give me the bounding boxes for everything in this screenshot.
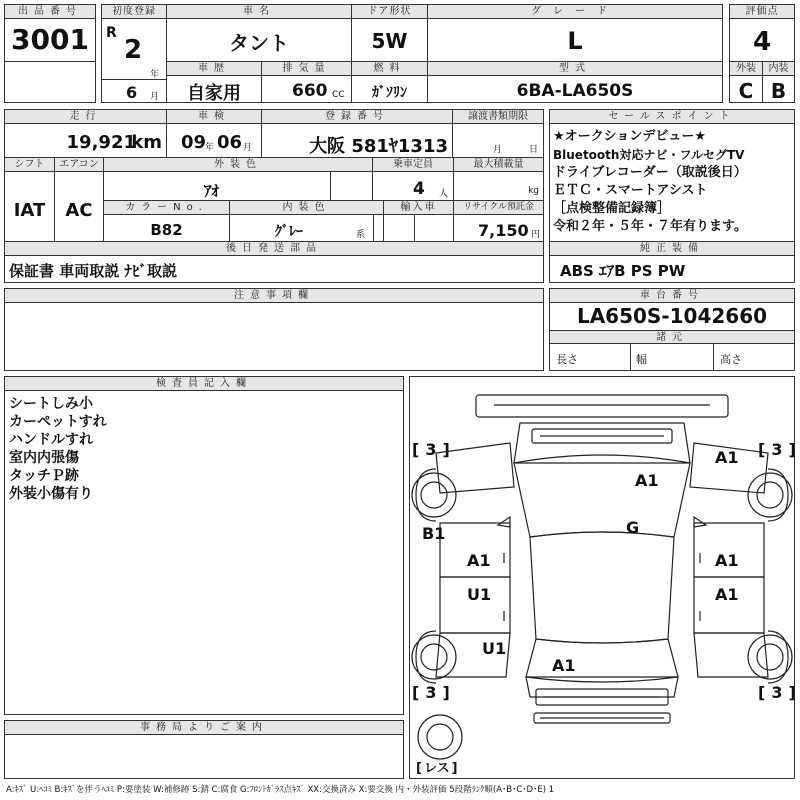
plate-box: [261, 109, 453, 158]
tire-rear-left-value: 3: [425, 683, 437, 702]
year-unit: 年: [150, 70, 160, 80]
inspection-box: [166, 109, 262, 158]
score: 4: [752, 27, 772, 57]
sales-point-line: ドライブレコーダー（取説後日）: [553, 165, 747, 180]
spare-tire-value: レス: [423, 761, 450, 776]
equipment-label: 純正装備: [550, 242, 794, 256]
interior-unit: 系: [356, 230, 366, 240]
office-box: [4, 720, 404, 779]
car-name-box: [166, 4, 352, 62]
displacement: 660: [292, 81, 328, 101]
chassis-label: 車台番号: [550, 289, 794, 303]
score-label: 評価点: [730, 5, 794, 19]
capacity-box: [372, 157, 454, 201]
capacity: 4: [413, 179, 425, 199]
load-unit: kg: [528, 186, 539, 196]
caution-box: [4, 288, 544, 371]
transfer-box: [452, 109, 544, 158]
damage-left-door-rear: U1: [467, 585, 492, 604]
damage-right-door-front: A1: [715, 551, 739, 570]
displacement-box: [261, 61, 352, 103]
spec-width: 幅: [636, 353, 647, 366]
displacement-label: 排気量: [262, 62, 351, 76]
transfer-month: 月: [493, 145, 503, 155]
lot-number: 3001: [11, 23, 89, 56]
fuel-box: [351, 61, 428, 103]
color-no-label: カラーNo.: [104, 201, 229, 215]
sales-point-label: セールスポイント: [550, 110, 794, 124]
color: ｱｵ: [204, 182, 220, 200]
car-name: タント: [229, 31, 289, 55]
color-label: 外装色: [104, 158, 372, 172]
inspector-box: [4, 376, 404, 715]
first-reg-label: 初度登録: [102, 5, 166, 19]
grade-box: [427, 4, 723, 62]
int-grade-box: [762, 61, 795, 103]
shift-box: [4, 157, 55, 242]
color-box: [103, 157, 373, 201]
sales-point-line: 令和２年・５年・７年有ります。: [553, 219, 747, 234]
later-parts-box: [4, 241, 544, 283]
tire-front-right: [ 3 ]: [758, 440, 796, 459]
mileage: 19,921: [66, 132, 136, 153]
shift-label: シフト: [5, 158, 54, 172]
ext-grade: C: [738, 79, 754, 103]
car-name-label: 車名: [167, 5, 351, 19]
import-label: 輸入車: [384, 201, 453, 215]
load-label: 最大積載量: [454, 158, 543, 172]
equipment: ABS ｴｱB PS PW: [560, 262, 686, 280]
reg-month: 6: [126, 83, 138, 102]
sales-point-line: ★オークションデビュー★: [553, 129, 707, 144]
inspector-line: シートしみ小: [9, 396, 93, 412]
spec-height: 高さ: [720, 353, 742, 366]
damage-left-front: B1: [422, 524, 446, 543]
spec-length: 長さ: [556, 353, 578, 366]
tire-rear-left: [ 3 ]: [412, 683, 450, 702]
inspector-line: カーペットすれ: [9, 414, 107, 430]
car-diagram: [410, 377, 794, 778]
chassis-box: [549, 288, 795, 371]
inspection-label: 車検: [167, 110, 261, 124]
plate-label: 登録番号: [262, 110, 452, 124]
interior-box: [229, 200, 384, 242]
tire-front-right-value: 3: [771, 440, 783, 459]
score-box: [729, 4, 795, 62]
sales-point-line: Bluetooth対応ナビ・フルセグTV: [553, 148, 745, 162]
caution-label: 注意事項欄: [5, 289, 543, 303]
recycle-unit: 円: [530, 230, 540, 240]
history-box: [166, 61, 262, 103]
chassis-number: LA650S-1042660: [576, 304, 768, 328]
later-parts: 保証書 車両取説 ﾅﾋﾞ取説: [9, 262, 177, 280]
interior: ｸﾞﾚｰ: [275, 224, 303, 240]
insp-month-unit: 月: [243, 143, 253, 153]
damage-right-door-rear: A1: [715, 585, 739, 604]
tire-rear-right: [ 3 ]: [758, 683, 796, 702]
damage-roof-rear: A1: [552, 656, 576, 675]
ext-grade-box: [729, 61, 763, 103]
inspector-line: 外装小傷有り: [9, 486, 93, 502]
door-label: ドア形状: [352, 5, 427, 19]
int-grade-label: 内装: [763, 62, 794, 76]
ext-grade-label: 外装: [730, 62, 762, 76]
capacity-unit: 人: [439, 189, 449, 199]
era: R: [106, 25, 117, 41]
damage-windshield: G: [626, 518, 640, 537]
model-label: 型式: [428, 62, 722, 76]
spare-tire: [ レス ]: [416, 761, 458, 776]
sales-point-lines: [553, 128, 747, 236]
specs-label: 諸元: [550, 330, 794, 344]
int-grade: B: [770, 79, 787, 103]
ac: AC: [65, 200, 93, 221]
displacement-unit: CC: [332, 90, 345, 100]
transfer-label: 譲渡書類期限: [453, 110, 543, 124]
inspector-line: 室内内張傷: [9, 450, 79, 466]
import-box: [383, 200, 454, 242]
legend: A:ｷｽﾞ U:ﾍｺﾐ B:ｷｽﾞを伴うﾍｺﾐ P:要塗装 W:補修跡 S:錆 C:腐食 G:ﾌﾛﾝﾄｶﾞﾗｽ点ｷｽﾞ XX:交換済み X:要交換 内・外装評価 5段階ﾗﾝｸ順(A･B･C･D･E) 1: [6, 785, 555, 795]
fuel: ｶﾞｿﾘﾝ: [372, 85, 407, 101]
mileage-unit: km: [131, 132, 162, 153]
shift: IAT: [13, 200, 46, 221]
ac-label: エアコン: [55, 158, 103, 172]
month-unit: 月: [150, 92, 160, 102]
mileage-box: [4, 109, 167, 158]
sales-point-box: [549, 109, 795, 242]
plate: 大阪 581ﾔ1313: [309, 136, 448, 157]
inspector-line: タッチＰ跡: [9, 468, 79, 484]
door-box: [351, 4, 428, 62]
sales-point-line: ［点検整備記録簿］: [553, 201, 671, 216]
tire-front-left: [ 3 ]: [412, 440, 450, 459]
grade-label: グレード: [428, 5, 722, 19]
fuel-label: 燃料: [352, 62, 427, 76]
history: 自家用: [187, 83, 241, 104]
damage-left-rear: U1: [482, 639, 507, 658]
inspector-line: ハンドルすれ: [9, 432, 93, 448]
first-reg-box: [101, 4, 167, 103]
tire-rear-right-value: 3: [771, 683, 783, 702]
recycle: 7,150: [478, 221, 529, 240]
inspector-lines: [9, 395, 107, 503]
damage-front-right: A1: [715, 448, 739, 467]
insp-year: 09: [181, 132, 207, 153]
car-diagram-box: [409, 376, 795, 779]
tire-front-left-value: 3: [425, 440, 437, 459]
recycle-label: リサイクル預託金: [454, 201, 543, 215]
transfer-day: 日: [529, 145, 539, 155]
later-parts-label: 後日発送部品: [5, 242, 543, 256]
sales-point-line: ＥＴＣ・スマートアシスト: [553, 183, 708, 198]
interior-label: 内装色: [230, 201, 383, 215]
model: 6BA-LA650S: [516, 81, 634, 101]
ac-box: [54, 157, 104, 242]
recycle-box: [453, 200, 544, 242]
lot-extra-box: [4, 61, 96, 103]
damage-left-door-front: A1: [467, 551, 491, 570]
lot-number-box: [4, 4, 96, 62]
insp-month: 06: [217, 132, 243, 153]
load-box: [453, 157, 544, 201]
office-label: 事務局よりご案内: [5, 721, 403, 735]
grade: L: [567, 27, 583, 55]
door-type: 5W: [371, 29, 408, 53]
equipment-box: [549, 241, 795, 283]
history-label: 車歴: [167, 62, 261, 76]
insp-year-unit: 年: [205, 143, 215, 153]
color-no: B82: [150, 221, 183, 239]
reg-year: 2: [124, 35, 143, 65]
damage-hood: A1: [635, 471, 659, 490]
color-no-box: [103, 200, 230, 242]
inspector-label: 検査員記入欄: [5, 377, 403, 391]
lot-number-label: 出品番号: [5, 5, 95, 19]
mileage-label: 走行: [5, 110, 166, 124]
capacity-label: 乗車定員: [373, 158, 453, 172]
model-box: [427, 61, 723, 103]
